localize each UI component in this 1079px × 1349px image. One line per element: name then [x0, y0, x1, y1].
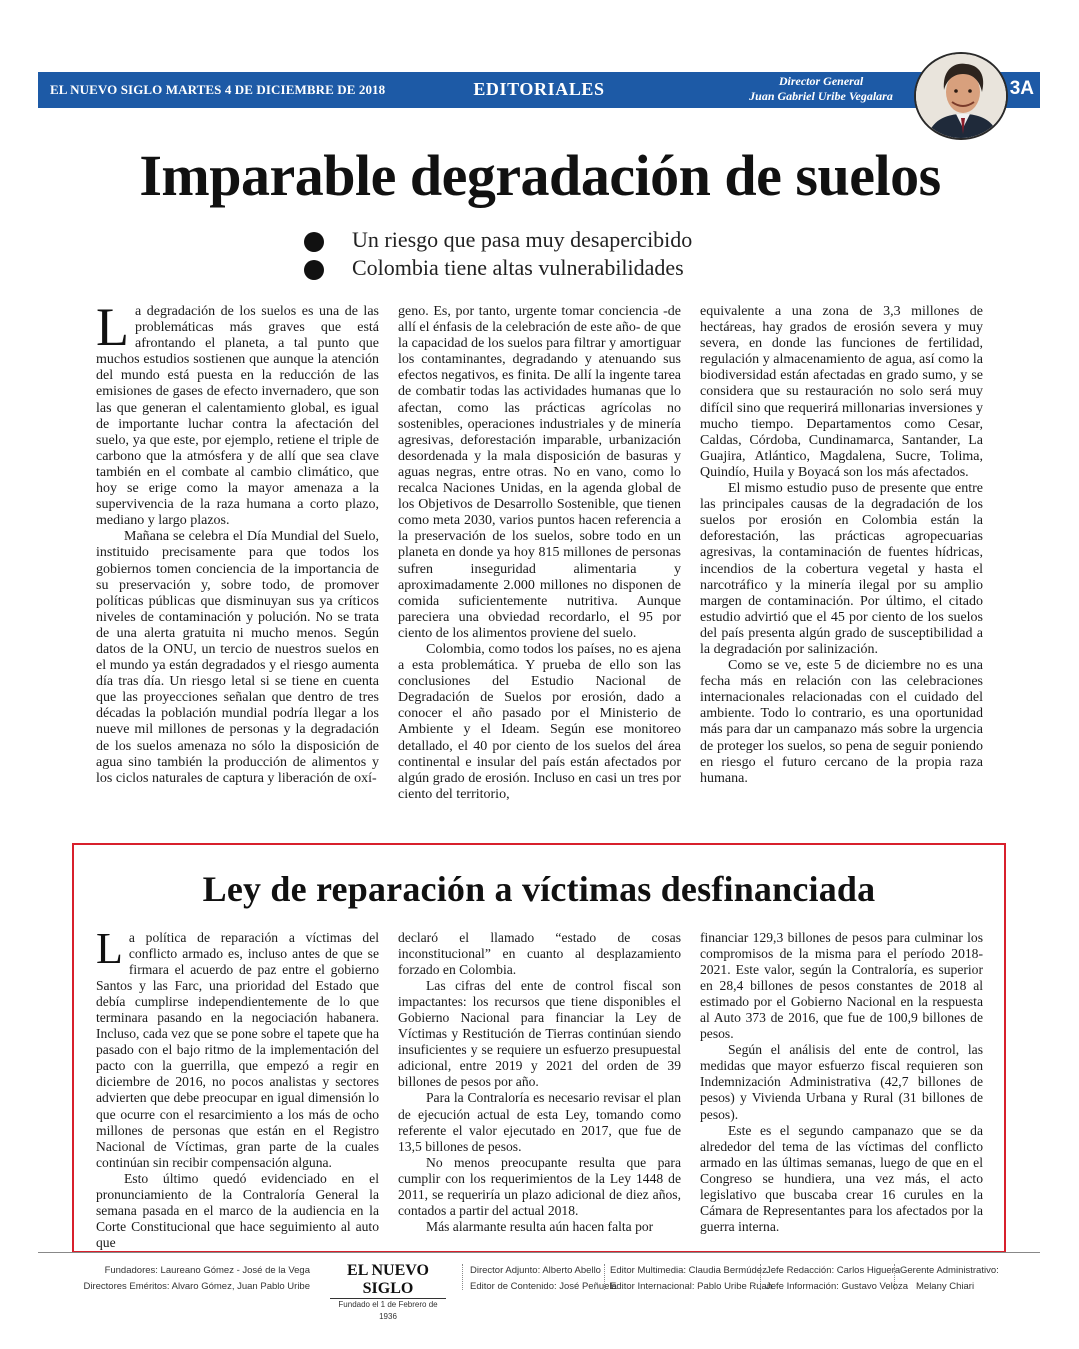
section-title: EDITORIALES [473, 79, 605, 99]
manager-name: Melany Chiari [916, 1281, 975, 1292]
director-title: Director General [778, 74, 864, 88]
subhead-text: Colombia tiene altas vulnerabilidades [352, 255, 684, 280]
footer-divider [38, 1252, 1040, 1253]
paragraph: El mismo estudio puso de presente que entre las principales causas de la degradación de los suelos por erosión en Colombia están la deforestación, las prácticas agropecuarias agresivas, la contaminación de fuentes hídricas, incendios de la cobertura vegetal y hasta el narcotráfico y la minería ilegal por su amplio margen de contaminación. Por último, el citado estudio advirtió que el 45 por ciento de los suelos del país presenta algún grado de susceptibilidad a la degradación por salinización. [700, 481, 983, 657]
logo-text: EL NUEVO SIGLO [330, 1262, 446, 1299]
column-separator [760, 1264, 761, 1290]
newspaper-logo [330, 1262, 446, 1323]
editorial-2-column-1 [96, 924, 379, 1251]
international-editor: Editor Internacional: Pablo Uribe Ruan [610, 1281, 773, 1292]
multimedia-editor: Editor Multimedia: Claudia Bermúdez [610, 1265, 767, 1276]
dateline: EL NUEVO SIGLO MARTES 4 DE DICIEMBRE DE 2018 [50, 82, 386, 97]
director-credit [706, 74, 936, 104]
page-number: 3A [1009, 78, 1034, 99]
editorial-1-column-1 [96, 297, 379, 787]
paragraph: geno. Es, por tanto, urgente tomar conciencia -de allí el énfasis de la celebración de este año- de que la capacidad de los suelos para filtrar y amortiguar los contaminantes, degradando y atenuando sus efectos negativos, es finita. De allí la ingente tarea de combatir todas las actividades humanas que lo afectan, como las prácticas agrícolas no sostenibles, operaciones industriales y de minería agresivas, deforestación imparable, urbanización desordenada y la mala disposición de basuras y aguas negras, entre otras. No en vano, como lo recalca Naciones Unidas, en la agenda global de los Objetivos de Desarrollo Sostenible, que tienen como meta 2030, varios puntos hacen referencia a la preservación de los suelos, sobre todo en un planeta en donde ya hoy 815 millones de personas sufren inseguridad alimentaria y aproximadamente 2.000 millones no disponen de comida suficientemente nutritiva. Aunque pareciera una obviedad recordarlo, el 95 por ciento de los alimentos proviene del suelo. [398, 304, 681, 641]
paragraph: financiar 129,3 billones de pesos para culminar los compromisos de la misma para el período 2018-2021. Este valor, según la Contraloría, es superior en 28,4 billones de pesos constantes de 2018 al estimado por el Gobierno Nacional en la respuesta al Auto 373 de 2016, que fue de 100,9 billones de pesos. [700, 930, 983, 1042]
editorial-1-column-3 [700, 304, 983, 787]
editorial-2-column-2 [398, 930, 681, 1235]
column-separator [894, 1264, 895, 1290]
editorial-2-title: Ley de reparación a víctimas desfinanciada [202, 869, 876, 909]
editorial-1-subheads [304, 226, 824, 282]
paragraph: Para la Contraloría es necesario revisar el plan de ejecución actual de esta Ley, tomando como referente el valor ejecutado en 2017, que fue de 13,5 billones de pesos. [398, 1090, 681, 1154]
section-header-bar [38, 72, 1040, 108]
editorial-1-title: Imparable degradación de suelos [139, 143, 941, 208]
subhead-bullet [304, 226, 824, 254]
portrait-image [916, 54, 1008, 140]
paragraph: declaró el llamado “estado de cosas inconstitucional” en cuanto al desplazamiento forzado en Colombia. [398, 930, 681, 978]
bullet-dot-icon [304, 260, 324, 280]
masthead-footer [0, 1262, 1079, 1321]
paragraph-text: a degradación de los suelos es una de las problemáticas más graves que está afrontando el planeta, a tal punto que muchos estudios sostienen que aunque la atención del mundo está puesta en la reducción de las emisiones de gases de efecto invernadero, que son las que generan el calentamiento global, es igual de importante luchar contra la afectación del suelo, ya que este, por ejemplo, retiene el triple de carbono que la atmósfera y de allí que sea clave también en el combate al cambio climático, que hoy se erige como la mayor amenaza a la supervivencia de la raza humana a corto plazo, mediano y largo plazos. [96, 304, 379, 529]
column-separator [462, 1264, 463, 1290]
subhead-text: Un riesgo que pasa muy desapercibido [352, 227, 693, 252]
emeritus-directors: Directores Eméritos: Alvaro Gómez, Juan Pablo Uribe [83, 1281, 310, 1292]
paragraph: equivalente a una zona de 3,3 millones de hectáreas, hay grados de erosión severa y muy severa, en donde las funciones de fertilidad, regulación y almacenamiento de agua, así como la biodiversidad están afectadas en grado sumo, y se considera que su restauración no solo será muy difícil sino que requerirá millonarias inversiones y mucho tiempo. Departamentos como Cesar, Caldas, Córdoba, Cundinamarca, Santander, La Guajira, Atlántico, Magdalena, Sucre, Tolima, Quindío, Huila y Boyacá son los más afectados. [700, 304, 983, 480]
paragraph [96, 297, 379, 529]
paragraph: Esto último quedó evidenciado en el pronunciamiento de la Contraloría General la semana pasada en el marco de la audiencia en la Corte Constitucional que hace seguimiento al auto que [96, 1170, 379, 1250]
deputy-director: Director Adjunto: Alberto Abello [470, 1265, 601, 1276]
editorial-2-column-3 [700, 930, 983, 1235]
manager-label: Gerente Administrativo: [900, 1265, 999, 1276]
paragraph: Según el análisis del ente de control, las medidas que mayor esfuerzo fiscal requieren son Indemnización Administrativa (42,7 billones de pesos) y Vivienda Urbana y Rural (31 billones de pesos). [700, 1042, 983, 1122]
founders: Fundadores: Laureano Gómez - José de la Vega [104, 1265, 310, 1276]
newsroom-chief: Jefe Redacción: Carlos Higuera [766, 1265, 901, 1276]
director-portrait [914, 52, 1008, 140]
paragraph-text: a política de reparación a víctimas del conflicto armado es, incluso antes de que se firmara el acuerdo de paz entre el gobierno Santos y las Farc, una prioridad del Estado que debía cumplirse independientemente de lo que terminara pasando en la negociación habanera. Incluso, cada vez que se pone sobre el tapete que ha pasado con el bajo ritmo de la implementación del pacto con la guerrilla, que empezó a regir en diciembre de 2016, no pocos analistas y sectores advierten que debe preocupar en igual dimensión lo que ocurre con el resarcimiento a los más de ocho millones de personas que están en el Registro Nacional de Víctimas, gran parte de la cuales continúan sin recibir compensación alguna. [96, 930, 379, 1170]
paragraph [96, 924, 379, 1171]
paragraph: Las cifras del ente de control fiscal son impactantes: los recursos que tiene disponibles el Gobierno Nacional para financiar la Ley de Víctimas y Restitución de Tierras continúan siendo insuficientes y se requiere un esfuerzo presupuestal adicional, entre 2019 y 2021 del orden de 39 billones de pesos por año. [398, 978, 681, 1090]
paragraph: Colombia, como todos los países, no es ajena a esta problemática. Y prueba de ello son las conclusiones del Estudio Nacional de Degradación de Suelos por erosión, dado a conocer el año pasado por el Ministerio de Ambiente y el Ideam. Según ese monitoreo detallado, el 40 por ciento de los suelos del área continental e insular del país están afectados por algún grado de erosión. Incluso en casi un tres por ciento del territorio, [398, 641, 681, 802]
column-separator [604, 1264, 605, 1290]
subhead-bullet [304, 254, 824, 282]
drop-cap: L [96, 924, 123, 973]
paragraph: Mañana se celebra el Día Mundial del Suelo, instituido precisamente para que todos los gobiernos tomen conciencia de la importancia de su preservación y, sobre todo, de promover políticas públicas que disminuyan sus ya críticos niveles de contaminación y polución. No se trata de una alerta gratuita ni mucho menos. Según datos de la ONU, un tercio de nuestros suelos en el mundo ya están degradados y el riesgo aumenta día tras día. Un riesgo letal si se tiene en cuenta que las proyecciones señalan que dentro de tres décadas la población mundial podría llegar a los nueve mil millones de personas y la degradación de los suelos amenaza no sólo la disposición de agua sino también la producción de alimentos y los ciclos naturales de captura y liberación de oxí- [96, 529, 379, 786]
content-editor: Editor de Contenido: José Peñuela [470, 1281, 617, 1292]
director-name: Juan Gabriel Uribe Vegalara [749, 89, 893, 103]
paragraph: Este es el segundo campanazo que se da alrededor del tema de las víctimas del conflicto armado en las últimas semanas, luego de que en el Congreso se hundiera, una vez más, el acto legislativo que buscaba crear 16 curules en la Cámara de Representantes para los afectados por la guerra interna. [700, 1122, 983, 1234]
paragraph: Más alarmante resulta aún hacen falta por [426, 1218, 654, 1234]
information-chief: Jefe Información: Gustavo Veloza [766, 1281, 909, 1292]
drop-cap: L [96, 297, 129, 357]
founded-date: Fundado el 1 de Febrero de 1936 [338, 1300, 438, 1321]
bullet-dot-icon [304, 232, 324, 252]
paragraph: Como se ve, este 5 de diciembre no es una fecha más en relación con las celebraciones internacionales relacionadas con el cuidado del ambiente. Todo lo contrario, es una oportunidad más para dar un campanazo más sobre la urgencia de proteger los suelos, so pena de seguir poniendo en riesgo el futuro cercano de la propia raza humana. [700, 658, 983, 786]
paragraph: No menos preocupante resulta que para cumplir con los requerimientos de la Ley 1448 de 2011, se requeriría un plazo adicional de diez años, contados a partir del actual 2018. [398, 1154, 681, 1218]
editorial-1-column-2 [398, 304, 681, 803]
